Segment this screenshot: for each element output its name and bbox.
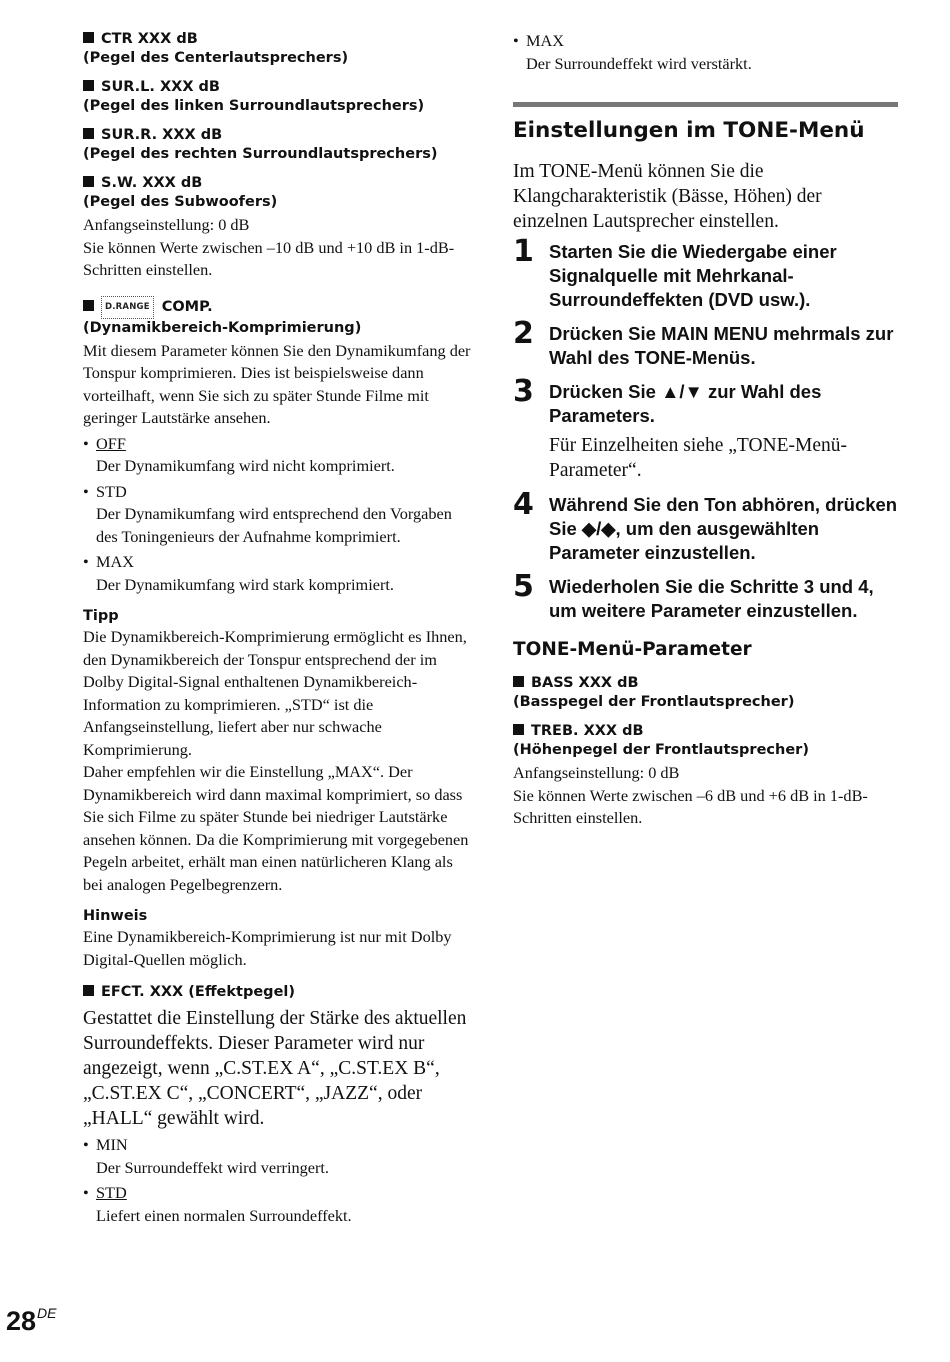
param-ctr [83,30,473,68]
square-bullet-icon [83,985,94,996]
option-name: • OFF [83,433,473,456]
section-title: Einstellungen im TONE-Menü [513,118,865,143]
range-text: Sie können Werte zwischen –6 dB und +6 dB in 1-dB-Schritten einstellen. [513,785,868,827]
param-subtitle: (Basspegel der Frontlautsprecher) [513,694,795,710]
section-intro: Im TONE-Menü können Sie die Klangcharakteristik (Bässe, Höhen) der einzelnen Lautsprecher einstellen. [513,161,822,232]
page-language-suffix: DE [37,1305,57,1321]
option-description: Der Dynamikumfang wird entsprechend den Vorgaben des Toningenieurs der Aufnahme komprimiert. [96,504,452,546]
step-number: 1 [513,234,534,269]
param-title: BASS XXX dB [531,675,639,691]
efct-option-max [513,30,898,75]
range-text: Sie können Werte zwischen –10 dB und +10 dB in 1-dB-Schritten einstellen. [83,237,455,279]
step-2 [513,316,898,370]
param-subtitle: (Pegel des Subwoofers) [83,194,278,210]
step-text: Während Sie den Ton abhören, drücken Sie ◆/◆, um den ausgewählten Parameter einzustellen. [549,494,898,563]
square-bullet-icon [83,300,94,311]
param-title: COMP. [161,298,213,315]
subsection-title: TONE-Menü-Parameter [513,639,752,660]
option-name: • MIN [83,1134,473,1157]
hinweis-note [83,908,473,971]
square-bullet-icon [83,176,94,187]
param-subtitle: (Pegel des rechten Surroundlautsprechers) [83,146,438,162]
square-bullet-icon [513,676,524,687]
left-column [83,30,473,1237]
step-note: Für Einzelheiten siehe „TONE-Menü-Parameter“. [549,435,848,481]
hinweis-heading: Hinweis [83,908,148,924]
tipp-note [83,608,473,896]
step-1 [513,234,898,312]
step-text: Drücken Sie ▲/▼ zur Wahl des Parameters. [549,381,822,426]
hinweis-text: Eine Dynamikbereich-Komprimierung ist nur mit Dolby Digital-Quellen möglich. [83,927,452,969]
square-bullet-icon [83,80,94,91]
param-efct [83,983,473,1227]
option-name: • STD [83,481,473,504]
option-name: • MAX [513,30,898,53]
param-subtitle: (Dynamikbereich-Komprimierung) [83,319,362,336]
param-subtitle: (Höhenpegel der Frontlautsprecher) [513,742,809,758]
option-name: • MAX [83,551,473,574]
step-3 [513,374,898,483]
param-surr [83,126,473,164]
step-text: Drücken Sie MAIN MENU mehrmals zur Wahl des TONE-Menüs. [549,323,894,368]
tipp-heading: Tipp [83,608,119,624]
option-description: Liefert einen normalen Surroundeffekt. [96,1205,352,1225]
param-sw [83,174,473,282]
param-treb [513,722,898,830]
step-text: Starten Sie die Wiedergabe einer Signalquelle mit Mehrkanal-Surroundeffekten (DVD usw.). [549,241,837,310]
section-divider [513,102,898,107]
tipp-paragraph: Daher empfehlen wir die Einstellung „MAX“. Der Dynamikbereich wird dann maximal komprimiert, so dass Sie sich Filme zu später Stunde bei niedriger Lautstärke ansehen können. Da die Komprimierung mit vorgegebenen Pegeln arbeitet, erhält man einen natürlicheren Klang als bei analogen Pegelbegrenzern. [83,762,469,894]
d-range-icon: D.RANGE [101,296,154,319]
param-bass [513,674,898,712]
default-setting: Anfangseinstellung: 0 dB [83,215,250,234]
option-description: Der Dynamikumfang wird stark komprimiert. [96,574,394,594]
step-text: Wiederholen Sie die Schritte 3 und 4, um weitere Parameter einzustellen. [549,576,874,621]
param-description: Mit diesem Parameter können Sie den Dynamikumfang der Tonspur komprimieren. Dies ist beispielsweise dann vorteilhaft, wenn Sie sich zu später Stunde Filme mit geringer Lautstärke ansehen. [83,340,471,427]
right-column [513,30,898,840]
step-4 [513,487,898,565]
square-bullet-icon [83,128,94,139]
square-bullet-icon [83,32,94,43]
param-comp [83,296,473,597]
option-description: Der Dynamikumfang wird nicht komprimiert. [96,456,395,475]
step-number: 4 [513,487,534,522]
tipp-paragraph: Die Dynamikbereich-Komprimierung ermöglicht es Ihnen, den Dynamikbereich der Tonspur entsprechend der im Dolby Digital-Signal enthaltenen Dynamikbereich-Information zu komprimieren. „STD“ ist die Anfangseinstellung, liefert aber nur schwache Komprimierung. [83,627,467,759]
param-title: CTR XXX dB [101,31,198,47]
param-surl [83,78,473,116]
default-setting: Anfangseinstellung: 0 dB [513,763,680,782]
option-description: Der Surroundeffekt wird verstärkt. [526,53,752,73]
page-number: 28DE [6,1305,57,1336]
option-name: • STD [83,1182,473,1205]
param-title: SUR.R. XXX dB [101,127,223,143]
step-5 [513,569,898,623]
option-description: Der Surroundeffekt wird verringert. [96,1157,329,1177]
param-title: TREB. XXX dB [531,723,644,739]
param-title: S.W. XXX dB [101,175,203,191]
param-subtitle: (Pegel des linken Surroundlautsprechers) [83,98,425,114]
param-title: EFCT. XXX (Effektpegel) [101,984,295,1000]
param-description: Gestattet die Einstellung der Stärke des aktuellen Surroundeffekts. Dieser Parameter wird nur angezeigt, wenn „C.ST.EX A“, „C.ST.EX B“, „C.ST.EX C“, „CONCERT“, „JAZZ“, oder „HALL“ gewählt wird. [83,1008,467,1129]
step-number: 3 [513,374,534,409]
param-title: SUR.L. XXX dB [101,79,220,95]
square-bullet-icon [513,724,524,735]
step-number: 5 [513,569,534,604]
step-number: 2 [513,316,534,351]
param-subtitle: (Pegel des Centerlautsprechers) [83,50,349,66]
